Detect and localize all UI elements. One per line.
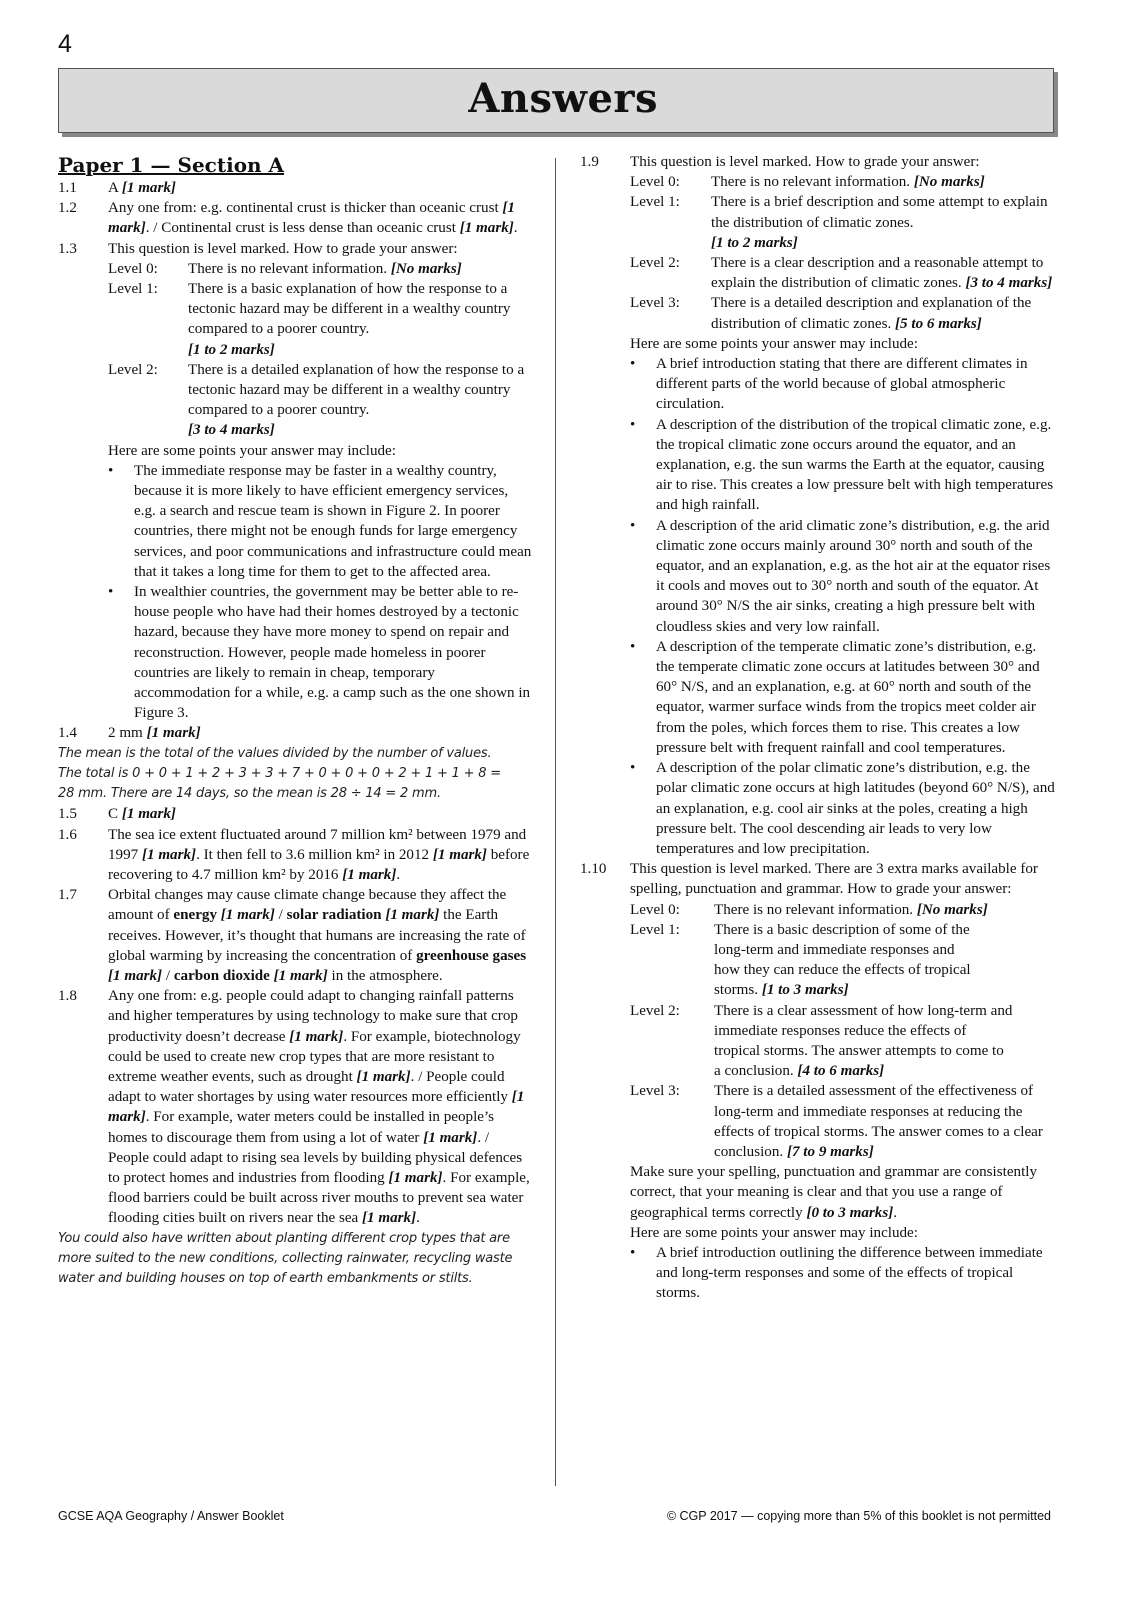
question-1-7 [58, 885, 533, 986]
answer: 2 mm [1 mark] [108, 725, 201, 742]
level-3: Level 3: There is a detailed assessment of the effectiveness of long-term and immediate responses at reducing the effects of tropical storms. The answer comes to a clear conclusion. [7 to 9 marks] [630, 1083, 1043, 1160]
points-list [108, 461, 533, 724]
points-intro: Here are some points your answer may include: [108, 442, 396, 459]
list-item: • A description of the distribution of the tropical climatic zone, e.g. the tropical climatic zone occurs around the equator, and an explanation, e.g. the sun warms the Earth at the equator, causing air to rise. This creates a low pressure belt with high temperatures and high rainfall. [630, 416, 1054, 514]
question-number: 1.1 [58, 180, 77, 196]
question-1-8 [58, 986, 533, 1228]
question-number: 1.9 [580, 154, 599, 170]
points-list [630, 354, 1058, 859]
level-0: Level 0: There is no relevant information. [No marks] [630, 901, 988, 918]
question-1-5 [58, 804, 533, 824]
question-1-6 [58, 825, 533, 886]
level-2: Level 2: There is a detailed explanation of how the response to a tectonic hazard may be different in a wealthy country compared to a poorer country. [3 to 4 marks] [108, 361, 525, 439]
list-item: • A description of the polar climatic zone’s distribution, e.g. the polar climatic zone occurs at high latitudes (beyond 60° N/S), and an explanation, e.g. cool air sinks at the poles, creating a high pressure belt. The cool descending air leads to very low temperatures and low precipitation. [630, 760, 1055, 857]
list-item: • A description of the arid climatic zone’s distribution, e.g. the arid climatic zone occurs mainly around 30° north and south of the equator, and an explanation, e.g. as the hot air at the equator rises it cools and moves out to 30° north and south of the equator. At around 30° N/S the air sinks, creating a high pressure belt with cloudless skies and very low rainfall. [630, 517, 1051, 635]
mark: [1 to 2 marks] [188, 341, 275, 358]
page-number: 4 [58, 30, 72, 58]
mark: [3 to 4 marks] [188, 422, 275, 439]
list-item: • A brief introduction outlining the difference between immediate and long-term responses and some of the effects of tropical storms. [630, 1244, 1043, 1302]
level-2: Level 2: There is a clear assessment of how long-term and immediate responses reduce the effects of tropical storms. The answer attempts to come to a conclusion. [4 to 6 marks] [630, 1002, 1013, 1080]
working-note: The mean is the total of the values divided by the number of values. The total is 0 + 0 + 1 + 2 + 3 + 3 + 7 + 0 + 0 + 0 + 2 + 1 + 1 + 8 = 28 mm. There are 14 days, so the mean is 28 ÷ 14 = 2 mm. [58, 745, 501, 802]
level-intro: This question is level marked. There are 3 extra marks available for spelling, punctuation and grammar. How to grade your answer: [630, 861, 1038, 898]
answer [108, 239, 533, 724]
question-number: 1.8 [58, 988, 77, 1005]
mark: [1 mark] [121, 180, 176, 196]
mark: [1 mark] [108, 200, 515, 237]
question-1-4 [58, 723, 533, 743]
section-title: Paper 1 — Section A [58, 153, 285, 177]
left-column [58, 152, 533, 1289]
answer: Orbital changes may cause climate change because they affect the amount of energy [1 mark] / solar radiation [1 mark] the Earth receives. However, it’s thought that humans are increasing the rate of global warming by increasing the concentration of greenhouse gases [1 mark] / carbon dioxide [1 mark] in the atmosphere. [108, 887, 527, 984]
list-item: • The immediate response may be faster in a wealthy country, because it is more likely to have efficient emergency services, e.g. a search and rescue team is shown in Figure 2. In poorer countries, there might not be enough funds for large emergency services, and poor communications and infrastructure could mean that it takes a long time for them to get to the affected area. [108, 462, 532, 580]
question-number: 1.3 [58, 240, 77, 257]
level-3: Level 3: There is a detailed description and explanation of the distribution of climatic zones. [5 to 6 marks] [630, 295, 1032, 332]
points-intro: Here are some points your answer may include: [630, 335, 918, 352]
answer [630, 859, 1058, 1303]
question-number: 1.4 [58, 725, 77, 742]
question-1-2 [58, 198, 533, 238]
column-divider [555, 158, 556, 1486]
question-number: 1.7 [58, 887, 77, 904]
level-1: Level 1: There is a brief description and some attempt to explain the distribution of climatic zones. [1 to 2 marks] [630, 194, 1048, 251]
mark: [No marks] [390, 260, 462, 277]
question-1-3 [58, 239, 533, 724]
banner-title: Answers [468, 75, 658, 122]
level-1: Level 1: There is a basic explanation of how the response to a tectonic hazard may be different in a wealthy country compared to a poorer country. [1 to 2 marks] [108, 281, 511, 358]
right-column [580, 152, 1058, 1304]
answer: The sea ice extent fluctuated around 7 million km² between 1979 and 1997 [1 mark]. It then fell to 3.6 million km² in 2012 [1 mark] before recovering to 4.7 million km² by 2016 [1 mark]. [108, 826, 530, 883]
mark: [1 mark] [459, 220, 514, 237]
level-2: Level 2: There is a clear description and a reasonable attempt to explain the distribution of climatic zones. [3 to 4 marks] [630, 255, 1053, 292]
answer: Any one from: e.g. people could adapt to changing rainfall patterns and higher temperatures by using technology to make sure that crop productivity doesn’t decrease [1 mark]. For example, biotechnology could be used to create new crop types that are more resistant to extreme weather events, such as drought [1 mark]. / People could adapt to water shortages by using water resources more efficiently [1 mark]. For example, water meters could be installed in people’s homes to discourage them from using a lot of water [1 mark]. / People could adapt to rising sea levels by building physical defences to protect homes and industries from flooding [1 mark]. For example, flood barriers could be built across river mouths to prevent sea water flooding cities built on rivers near the sea [1 mark]. [108, 988, 530, 1227]
points-intro: Here are some points your answer may include: [630, 1224, 918, 1241]
level-1: Level 1: There is a basic description of some of the long-term and immediate responses and how they can reduce the effects of tropical storms. [1 to 3 marks] [630, 921, 971, 999]
mark: [1 mark] [146, 725, 201, 742]
list-item: • In wealthier countries, the government may be better able to re-house people who have had their homes destroyed by a tectonic hazard, because they have more money to spend on repair and reconstruction. However, people made homeless in poorer countries are likely to remain in cheap, temporary accommodation for a while, e.g. a camp such as the one shown in Figure 3. [108, 584, 531, 722]
answer: Any one from: e.g. continental crust is thicker than oceanic crust [1 mark]. / Continental crust is less dense than oceanic crust [1 mark]. [108, 200, 518, 237]
question-number: 1.6 [58, 826, 77, 843]
level-intro: This question is level marked. How to grade your answer: [630, 154, 980, 170]
points-list [630, 1243, 1058, 1304]
spag-note: Make sure your spelling, punctuation and grammar are consistently correct, that your meaning is clear and that you use a range of geographical terms correctly [0 to 3 marks]. [630, 1164, 1038, 1221]
answer [630, 152, 1058, 334]
level-0: Level 0: There is no relevant information. [No marks] [108, 260, 462, 277]
extra-note: You could also have written about planting different crop types that are more suited to the new conditions, collecting rainwater, recycling waste water and building houses on top of earth embankments or stilts. [58, 1230, 513, 1286]
level-intro: This question is level marked. How to grade your answer: [108, 240, 458, 257]
question-1-9 [580, 152, 1058, 334]
list-item: • A description of the temperate climatic zone’s distribution, e.g. the temperate climatic zone occurs at latitudes between 30° and 60° N/S, and an explanation, e.g. at 60° north and south of the equator, warmer surface winds from the tropics meet colder air from the poles, which forces them to rise. This creates a low pressure belt with frequent rainfall and cool temperatures. [630, 638, 1040, 756]
answer: A [1 mark] [108, 180, 176, 196]
answer: C [1 mark] [108, 806, 176, 823]
question-number: 1.2 [58, 200, 77, 217]
question-number: 1.10 [580, 861, 607, 878]
mark: [1 mark] [121, 806, 176, 823]
question-1-1 [58, 178, 533, 198]
footer-right: © CGP 2017 — copying more than 5% of this booklet is not permitted [666, 1509, 1051, 1523]
footer-left: GCSE AQA Geography / Answer Booklet [58, 1509, 284, 1523]
list-item: • A brief introduction stating that there are different climates in different parts of the world because of global atmospheric circulation. [630, 356, 1028, 413]
question-1-10 [580, 859, 1058, 1303]
question-number: 1.5 [58, 806, 77, 823]
answers-banner [58, 68, 1054, 133]
level-0: Level 0: There is no relevant information. [No marks] [630, 174, 985, 191]
